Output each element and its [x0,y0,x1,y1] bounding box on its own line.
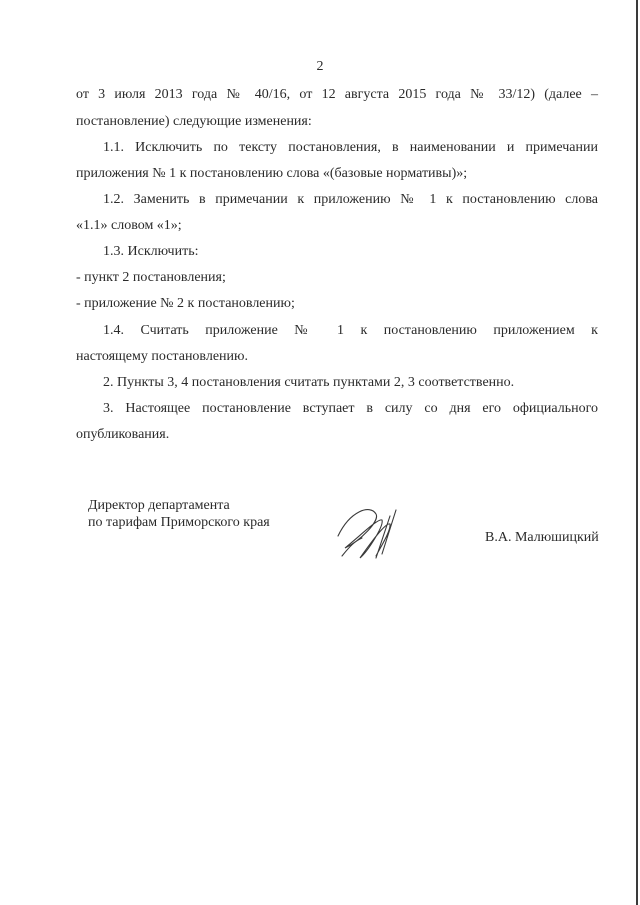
paragraph-line: приложения № 1 к постановлению слова «(базовые нормативы)»; [76,166,468,181]
signatory-position: Директор департамента [88,498,230,513]
paragraph-line: 1.4. Считать приложение № 1 к постановлению приложением к [103,323,598,338]
paragraph-line: 1.1. Исключить по тексту постановления, в наименовании и примечании [103,140,598,155]
paragraph-line: 3. Настоящее постановление вступает в силу со дня его официального [103,401,598,416]
scan-edge [636,0,638,905]
paragraph-line: настоящему постановлению. [76,349,248,364]
paragraph-line: «1.1» словом «1»; [76,218,182,233]
paragraph-line: от 3 июля 2013 года № 40/16, от 12 августа 2015 года № 33/12) (далее – [76,87,598,102]
list-item: - приложение № 2 к постановлению; [76,296,295,311]
paragraph-line: 1.3. Исключить: [103,244,199,259]
paragraph-line: 1.2. Заменить в примечании к приложению № 1 к постановлению слова [103,192,598,207]
list-item: - пункт 2 постановления; [76,270,226,285]
page-number: 2 [316,59,324,74]
handwritten-signature [330,496,410,566]
signatory-position: по тарифам Приморского края [88,515,270,530]
paragraph-line: 2. Пункты 3, 4 постановления считать пунктами 2, 3 соответственно. [103,375,515,390]
paragraph-line: постановление) следующие изменения: [76,114,312,129]
signatory-name: В.А. Малюшицкий [485,530,599,545]
paragraph-line: опубликования. [76,427,170,442]
